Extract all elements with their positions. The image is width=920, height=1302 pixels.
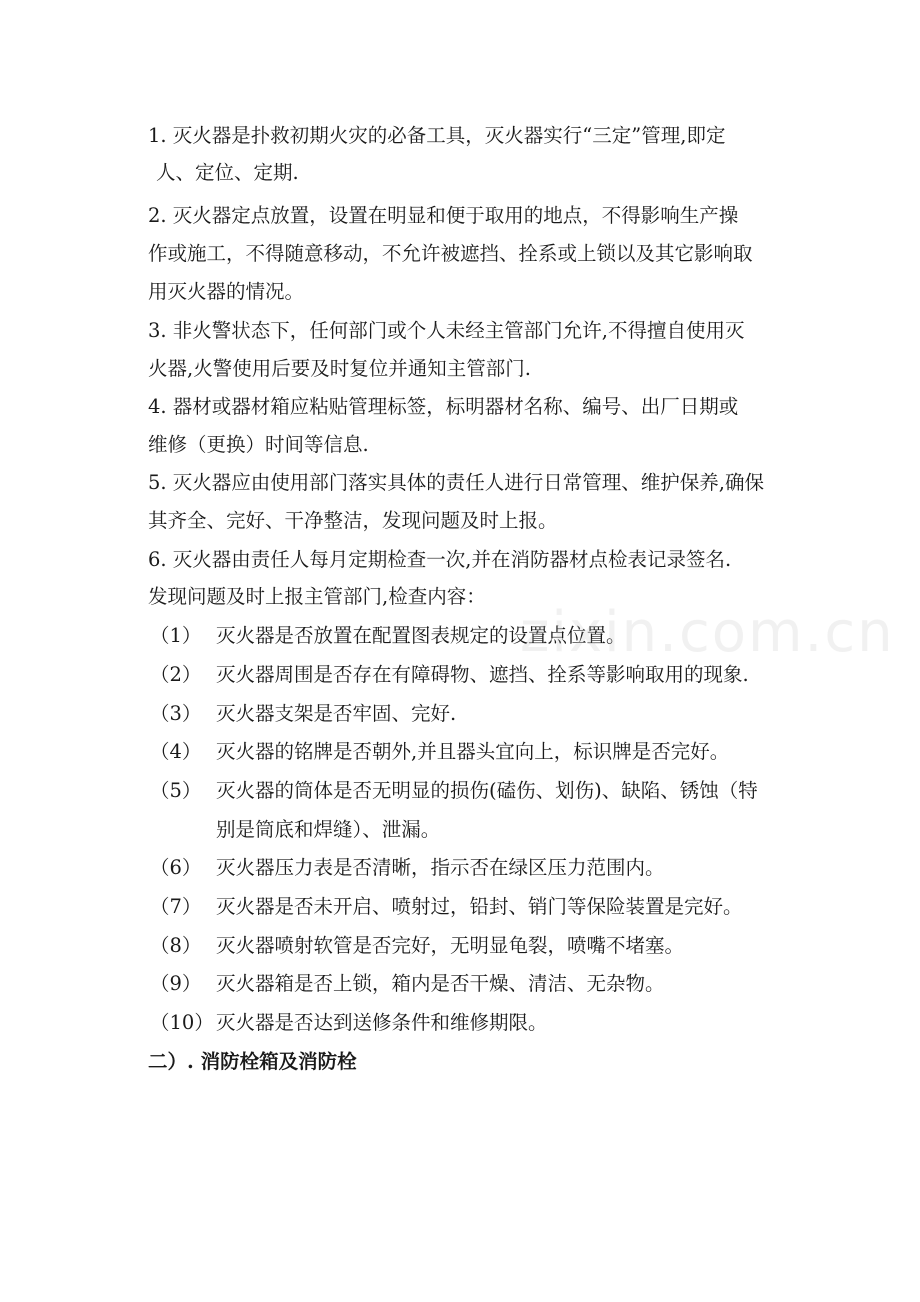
check-item-5-continuation: 别是筒底和焊缝）、泄漏。 bbox=[216, 818, 441, 841]
check-item-10 bbox=[150, 1009, 548, 1037]
check-item-number: （7） bbox=[150, 895, 202, 918]
check-item-text: 灭火器周围是否存在有障碍物、遮挡、拴系等影响取用的现象. bbox=[216, 663, 749, 686]
check-item-text: 灭火器的铭牌是否朝外,并且器头宜向上，标识牌是否完好。 bbox=[216, 740, 730, 763]
check-item-1 bbox=[150, 622, 626, 650]
paragraph-5-line-2: 其齐全、完好、干净整洁，发现问题及时上报。 bbox=[148, 509, 558, 532]
check-item-7 bbox=[150, 893, 743, 921]
check-item-text: 灭火器是否未开启、喷射过，铅封、销门等保险装置是完好。 bbox=[216, 895, 743, 918]
paragraph-2-line-3: 用灭火器的情况。 bbox=[148, 280, 305, 303]
paragraph-1-line-2: 人、定位、定期. bbox=[156, 161, 299, 184]
check-item-text: 灭火器是否放置在配置图表规定的设置点位置。 bbox=[216, 624, 626, 647]
paragraph-2-line-1: 2. 灭火器定点放置，设置在明显和便于取用的地点，不得影响生产操 bbox=[148, 204, 739, 227]
check-item-number: （2） bbox=[150, 663, 202, 686]
check-item-text: 灭火器喷射软管是否完好，无明显龟裂，喷嘴不堵塞。 bbox=[216, 934, 685, 957]
check-item-number: （1） bbox=[150, 624, 202, 647]
paragraph-1-line-1: 1. 灭火器是扑救初期火灾的必备工具，灭火器实行“三定”管理,即定 bbox=[148, 124, 726, 147]
check-item-number: （5） bbox=[150, 779, 202, 802]
check-item-text: 灭火器的筒体是否无明显的损伤(磕伤、划伤)、缺陷、锈蚀（特 bbox=[216, 779, 758, 802]
paragraph-3-line-2: 火器,火警使用后要及时复位并通知主管部门. bbox=[148, 357, 531, 380]
watermark: zixin.com.cn bbox=[520, 600, 895, 665]
check-item-6 bbox=[150, 854, 665, 882]
check-item-8 bbox=[150, 932, 684, 960]
paragraph-4-line-2: 维修（更换）时间等信息. bbox=[148, 433, 369, 456]
section-heading: 二）. 消防栓箱及消防栓 bbox=[148, 1050, 357, 1073]
paragraph-6-line-1: 6. 灭火器由责任人每月定期检查一次,并在消防器材点检表记录签名. bbox=[148, 548, 732, 571]
check-item-2 bbox=[150, 661, 749, 689]
check-item-text: 灭火器是否达到送修条件和维修期限。 bbox=[216, 1011, 548, 1034]
check-item-text: 灭火器箱是否上锁，箱内是否干燥、清洁、无杂物。 bbox=[216, 972, 665, 995]
check-item-5 bbox=[150, 777, 758, 805]
check-item-3 bbox=[150, 700, 456, 728]
paragraph-6-line-2: 发现问题及时上报主管部门,检查内容： bbox=[148, 585, 486, 608]
check-item-number: （8） bbox=[150, 934, 202, 957]
paragraph-4-line-1: 4. 器材或器材箱应粘贴管理标签，标明器材名称、编号、出厂日期或 bbox=[148, 395, 739, 418]
check-item-number: （6） bbox=[150, 856, 202, 879]
check-item-number: （3） bbox=[150, 702, 202, 725]
check-item-9 bbox=[150, 970, 665, 998]
paragraph-2-line-2: 作或施工，不得随意移动，不允许被遮挡、拴系或上锁以及其它影响取 bbox=[148, 242, 753, 265]
check-item-text: 灭火器支架是否牢固、完好. bbox=[216, 702, 457, 725]
check-item-number: （4） bbox=[150, 740, 202, 763]
check-item-4 bbox=[150, 738, 729, 766]
paragraph-5-line-1: 5. 灭火器应由使用部门落实具体的责任人进行日常管理、维护保养,确保 bbox=[148, 471, 765, 494]
paragraph-3-line-1: 3. 非火警状态下，任何部门或个人未经主管部门允许,不得擅自使用灭 bbox=[148, 319, 745, 342]
check-item-number: （9） bbox=[150, 972, 202, 995]
check-item-number: （10） bbox=[150, 1011, 214, 1034]
check-item-text: 灭火器压力表是否清晰，指示否在绿区压力范围内。 bbox=[216, 856, 665, 879]
